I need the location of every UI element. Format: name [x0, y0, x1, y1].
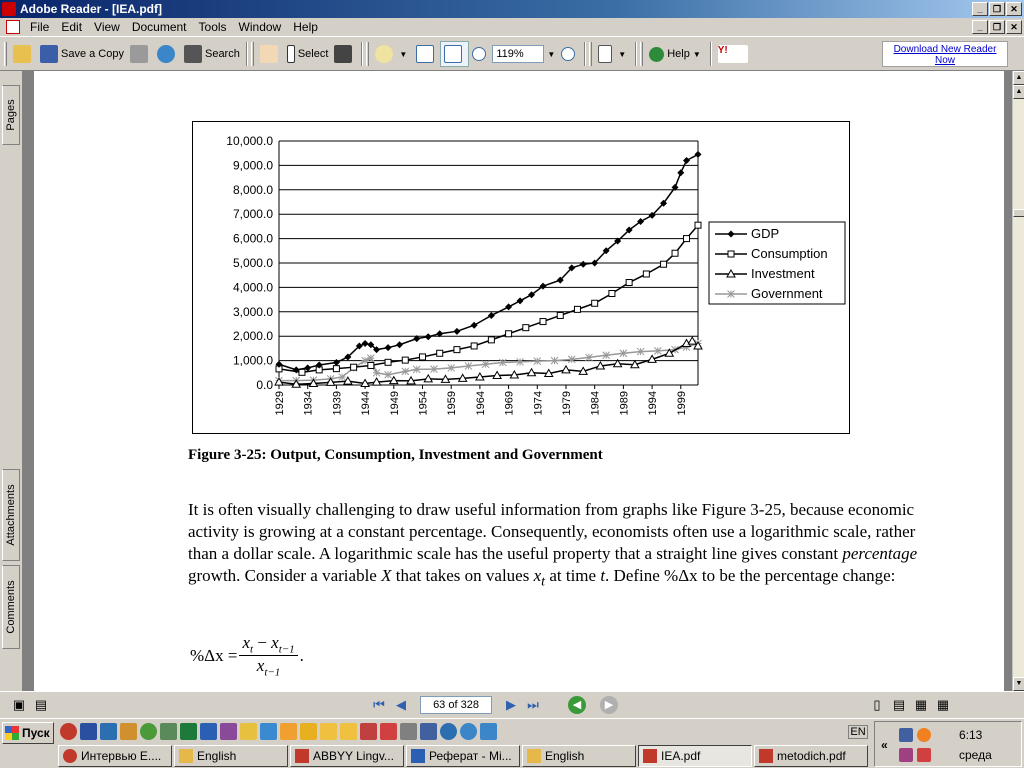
- folder-icon[interactable]: [280, 723, 297, 740]
- search-label: Search: [204, 48, 240, 60]
- task-iea-pdf[interactable]: IEA.pdf: [638, 745, 752, 767]
- window-app-icon[interactable]: [420, 723, 437, 740]
- percentage-change-formula: [190, 633, 304, 679]
- continuous-layout-icon[interactable]: ▤: [892, 696, 906, 712]
- star-app-icon[interactable]: [300, 723, 317, 740]
- consumption-data-point: [684, 236, 690, 242]
- government-data-point: [499, 359, 506, 366]
- gdp-data-point: [488, 312, 495, 319]
- menu-view[interactable]: View: [94, 20, 120, 34]
- task-metodich-pdf[interactable]: metodich.pdf: [754, 745, 868, 767]
- zoom-dropdown-icon[interactable]: ▼: [547, 49, 556, 59]
- gdp-data-point: [385, 344, 392, 351]
- quick-launch: [60, 723, 497, 740]
- doc-restore-button[interactable]: ❐: [989, 20, 1005, 34]
- zoom-tool-button[interactable]: [372, 41, 413, 67]
- magnifier-plus-icon: [375, 45, 393, 63]
- restore-button[interactable]: ❐: [989, 2, 1005, 16]
- media-player-icon[interactable]: [440, 723, 457, 740]
- zoom-out-button[interactable]: [469, 41, 492, 67]
- globe-mail-icon: [157, 45, 175, 63]
- next-page-button[interactable]: ▶: [506, 696, 516, 712]
- formula-period: .: [299, 645, 304, 665]
- task-english-folder[interactable]: English: [174, 745, 288, 767]
- government-data-point: [339, 373, 346, 380]
- chevron-down-icon: ▼: [399, 49, 408, 59]
- chevron-down-icon: ▼: [692, 49, 701, 59]
- consumption-data-point: [609, 291, 615, 297]
- select-tool-button[interactable]: [284, 41, 332, 67]
- government-data-point: [620, 350, 627, 357]
- x-tick-label: 1939: [331, 391, 344, 416]
- yahoo-logo-icon: Y!: [718, 45, 748, 63]
- government-data-point: [551, 357, 558, 364]
- close-button[interactable]: ✕: [1006, 2, 1022, 16]
- windows-taskbar: [0, 718, 1024, 768]
- y-tick-label: 9,000.0: [232, 158, 273, 173]
- menu-help[interactable]: Help: [293, 20, 318, 34]
- consumption-data-point: [385, 359, 391, 365]
- toolbar: [0, 38, 1024, 71]
- doc-close-button[interactable]: ✕: [1006, 20, 1022, 34]
- investment-data-point: [275, 378, 283, 385]
- lingvo-icon: [295, 749, 309, 763]
- fit-width-button[interactable]: [440, 41, 469, 67]
- consumption-data-point: [506, 331, 512, 337]
- consumption-data-point: [695, 222, 701, 228]
- pages-tab-label: Pages: [5, 99, 17, 131]
- government-data-point: [654, 347, 661, 354]
- consumption-data-point: [574, 306, 580, 312]
- x-tick-label: 1984: [589, 391, 602, 416]
- consumption-data-point: [419, 354, 425, 360]
- consumption-data-point: [333, 366, 339, 372]
- government-data-point: [482, 361, 489, 368]
- calendar-16-icon[interactable]: [320, 723, 337, 740]
- government-data-point: [568, 356, 575, 363]
- pdf-icon: [643, 749, 657, 763]
- y-tick-label: 3,000.0: [232, 304, 273, 319]
- consumption-data-point: [557, 312, 563, 318]
- start-button[interactable]: [2, 722, 54, 744]
- gdp-data-point: [580, 261, 587, 268]
- figure-chart: [192, 121, 850, 434]
- dictionary-icon[interactable]: [380, 723, 397, 740]
- print-button[interactable]: [127, 41, 154, 67]
- books-icon[interactable]: [220, 723, 237, 740]
- opera-icon: [63, 749, 77, 763]
- zoom-input[interactable]: 119%: [492, 45, 544, 63]
- attachments-tab-label: Attachments: [5, 484, 17, 546]
- tool-icon[interactable]: [120, 723, 137, 740]
- zoom-in-button[interactable]: [558, 41, 581, 67]
- tools-tray-icon[interactable]: [899, 748, 913, 762]
- gdp-data-point: [695, 151, 702, 158]
- search-button[interactable]: [181, 41, 243, 67]
- consumption-data-point: [626, 280, 632, 286]
- menu-tools[interactable]: Tools: [198, 20, 227, 34]
- task-interview[interactable]: Интервью Е....: [58, 745, 172, 767]
- help-label: Help: [667, 48, 690, 60]
- title-bar: [0, 0, 1024, 18]
- document-info-icon: ▤: [34, 696, 48, 712]
- y-tick-label: 4,000.0: [232, 280, 273, 295]
- save-copy-label: Save a Copy: [61, 48, 124, 60]
- gdp-data-point: [471, 322, 478, 329]
- plus-circle-icon: [561, 47, 575, 61]
- task-abbyy-lingvo[interactable]: ABBYY Lingv...: [290, 745, 404, 767]
- y-tick-label: 5,000.0: [232, 256, 273, 270]
- cube-icon[interactable]: [260, 723, 277, 740]
- government-data-point: [517, 358, 524, 365]
- floppy-disk-icon: [40, 45, 58, 63]
- x-tick-label: 1964: [474, 391, 487, 416]
- minus-circle-icon: [472, 47, 486, 61]
- green-app-icon[interactable]: [140, 723, 157, 740]
- consumption-data-point: [540, 319, 546, 325]
- task-referat-word[interactable]: Реферат - Mi...: [406, 745, 520, 767]
- folder-icon: [527, 749, 541, 763]
- x-tick-label: 1979: [560, 391, 573, 416]
- x-tick-label: 1944: [360, 391, 373, 416]
- x-tick-label: 1954: [417, 391, 430, 416]
- consumption-data-point: [592, 300, 598, 306]
- consumption-data-point: [351, 364, 357, 370]
- save-icon[interactable]: [80, 723, 97, 740]
- government-data-point: [373, 369, 380, 376]
- windows-flag-icon: [5, 726, 19, 740]
- globe-icon[interactable]: [460, 723, 477, 740]
- government-data-point: [385, 371, 392, 378]
- y-tick-label: 0.0: [256, 378, 273, 392]
- single-page-layout-icon[interactable]: ▯: [873, 696, 881, 712]
- book-icon[interactable]: [100, 723, 117, 740]
- menu-document[interactable]: Document: [131, 20, 187, 34]
- excel-icon[interactable]: [180, 723, 197, 740]
- legend-label-investment: Investment: [751, 266, 815, 281]
- legend-label-gdp: GDP: [751, 226, 780, 241]
- pages-tab[interactable]: [2, 85, 20, 145]
- doc-minimize-button[interactable]: _: [972, 20, 988, 34]
- word-icon: [411, 749, 425, 763]
- x-tick-label: 1934: [302, 391, 315, 416]
- last-page-button[interactable]: ⏭: [527, 696, 539, 712]
- document-viewport[interactable]: [22, 71, 1012, 691]
- clock-time[interactable]: 6:13: [959, 728, 983, 742]
- figure-caption: Figure 3-25: Output, Consumption, Investment and Government: [188, 447, 603, 463]
- sound-tray-icon[interactable]: [917, 748, 931, 762]
- go-back-icon[interactable]: ◀: [568, 696, 586, 714]
- chart-app-icon[interactable]: [160, 723, 177, 740]
- gdp-data-point: [453, 328, 460, 335]
- gdp-data-point: [425, 333, 432, 340]
- search-icon[interactable]: [480, 723, 497, 740]
- menu-file[interactable]: File: [30, 20, 50, 34]
- government-data-point: [585, 354, 592, 361]
- menu-window[interactable]: Window: [238, 20, 282, 34]
- continuous-facing-layout-icon[interactable]: ▦: [936, 696, 950, 712]
- page-layout-icon: [598, 45, 612, 63]
- government-data-point: [367, 355, 374, 362]
- gdp-data-point: [505, 303, 512, 310]
- government-data-point: [534, 358, 541, 365]
- menu-edit[interactable]: Edit: [61, 20, 83, 34]
- scroll-thumb[interactable]: [1013, 209, 1024, 217]
- snapshot-button[interactable]: [331, 41, 358, 67]
- status-bar: [0, 691, 1024, 717]
- x-tick-label: 1994: [647, 391, 660, 416]
- consumption-data-point: [299, 369, 305, 375]
- toolbar-grip[interactable]: [4, 42, 7, 66]
- consumption-data-point: [471, 343, 477, 349]
- consumption-data-point: [523, 325, 529, 331]
- language-indicator[interactable]: EN: [848, 725, 868, 739]
- save-copy-button[interactable]: [37, 41, 127, 67]
- formula-fraction: [239, 633, 297, 679]
- navigation-pane: [0, 71, 22, 691]
- menu-bar: [0, 18, 1024, 37]
- calendar-15-icon[interactable]: [340, 723, 357, 740]
- fit-height-icon: [416, 45, 434, 63]
- government-data-point: [603, 352, 610, 359]
- chart-svg: [193, 122, 849, 433]
- consumption-data-point: [672, 250, 678, 256]
- download-new-reader-link[interactable]: Download New Reader Now: [882, 41, 1008, 67]
- government-data-point: [448, 364, 455, 371]
- formula-denominator: $x_{t-1}$: [256, 656, 281, 679]
- taskbar-tasks: [58, 745, 868, 767]
- pdf-icon: [759, 749, 773, 763]
- hand-tool-button[interactable]: [257, 41, 284, 67]
- y-tick-label: 6,000.0: [232, 231, 273, 246]
- folder-open-icon: [13, 45, 31, 63]
- attachments-tab[interactable]: [2, 469, 20, 561]
- consumption-data-point: [368, 362, 374, 368]
- y-tick-label: 10,000.0: [226, 134, 273, 148]
- calculator-icon[interactable]: [400, 723, 417, 740]
- system-tray: [874, 721, 1022, 767]
- gdp-data-point: [396, 341, 403, 348]
- window-title: Adobe Reader - [IEA.pdf]: [20, 2, 163, 16]
- select-label: Select: [297, 48, 329, 60]
- gdp-data-point: [683, 157, 690, 164]
- folder-icon: [179, 749, 193, 763]
- formula-lhs: %Δx =: [190, 645, 238, 665]
- opera-icon[interactable]: [60, 723, 77, 740]
- vertical-scrollbar[interactable]: [1012, 71, 1024, 691]
- government-data-point: [402, 368, 409, 375]
- page-layout-button[interactable]: [595, 41, 632, 67]
- consumption-data-point: [454, 347, 460, 353]
- actual-size-button[interactable]: [413, 41, 440, 67]
- page-size-icon: ▣: [12, 696, 26, 712]
- gdp-data-point: [677, 169, 684, 176]
- email-button[interactable]: [154, 41, 181, 67]
- x-tick-label: 1949: [388, 391, 401, 416]
- facing-layout-icon[interactable]: ▦: [914, 696, 928, 712]
- legend-label-government: Government: [751, 286, 823, 301]
- minimize-button[interactable]: _: [972, 2, 988, 16]
- show-hidden-icons-chevron-icon[interactable]: «: [881, 738, 888, 752]
- yahoo-button[interactable]: [715, 41, 754, 67]
- government-data-point: [430, 366, 437, 373]
- go-forward-icon[interactable]: ▶: [600, 696, 618, 714]
- help-circle-icon: [649, 47, 664, 62]
- y-tick-label: 7,000.0: [232, 207, 273, 222]
- open-button[interactable]: [10, 41, 37, 67]
- x-tick-label: 1999: [675, 391, 688, 416]
- consumption-data-point: [437, 350, 443, 356]
- x-tick-label: 1969: [503, 391, 516, 416]
- consumption-data-point: [643, 271, 649, 277]
- network-tray-icon[interactable]: [899, 728, 913, 742]
- pencil-icon[interactable]: [240, 723, 257, 740]
- x-tick-label: 1929: [274, 391, 286, 416]
- consumption-data-point: [488, 337, 494, 343]
- x-tick-label: 1989: [618, 391, 631, 416]
- scroll-up-arrow-icon[interactable]: ▲: [1013, 71, 1024, 85]
- word-icon[interactable]: [200, 723, 217, 740]
- pdf-page: [34, 71, 1004, 691]
- formula-numerator: $x_t - x_{t-1}$: [239, 633, 297, 656]
- clock-day: среда: [959, 748, 992, 762]
- government-data-point: [465, 362, 472, 369]
- fit-width-icon: [444, 45, 462, 63]
- comments-tab-label: Comments: [5, 580, 17, 634]
- binoculars-icon: [184, 45, 202, 63]
- hand-icon: [260, 45, 278, 63]
- camera-icon: [334, 45, 352, 63]
- legend-marker-consumption: [728, 251, 734, 257]
- printer-icon: [130, 45, 148, 63]
- legend-label-consumption: Consumption: [751, 246, 828, 261]
- y-tick-label: 8,000.0: [232, 182, 273, 197]
- consumption-data-point: [661, 261, 667, 267]
- consumption-data-point: [402, 357, 408, 363]
- help-button[interactable]: [646, 41, 707, 67]
- text-cursor-icon: [287, 45, 295, 63]
- consumption-series-line: [279, 225, 698, 372]
- x-tick-label: 1959: [446, 391, 459, 416]
- page-number-input[interactable]: 63 of 328: [420, 696, 492, 714]
- network-icon[interactable]: [360, 723, 377, 740]
- body-paragraph: It is often visually challenging to draw useful information from graphs like Figure 3-25, because economic activity is growing at a constant percentage. Consequently, economists often use a logarithmic scale, rather than a dollar scale. A logarithmic scale has the useful property that a straight line gives constant percentage growth. Consider a variable X that takes on values $x_t$ at time t. Define %Δx to be the percentage change:: [188, 500, 918, 590]
- x-tick-label: 1974: [532, 391, 545, 416]
- legend-marker-government: [728, 291, 735, 298]
- y-tick-label: 1,000.0: [232, 353, 273, 368]
- comments-tab[interactable]: [2, 565, 20, 649]
- chevron-down-icon: ▼: [618, 49, 627, 59]
- start-label: Пуск: [22, 726, 50, 740]
- government-data-point: [413, 366, 420, 373]
- y-tick-label: 2,000.0: [232, 329, 273, 344]
- gdp-data-point: [517, 297, 524, 304]
- first-page-button[interactable]: ⏮: [373, 696, 385, 712]
- adobe-reader-icon: [2, 2, 16, 16]
- scroll-up-small-icon[interactable]: ▲: [1013, 85, 1024, 99]
- scroll-down-arrow-icon[interactable]: ▼: [1013, 677, 1024, 691]
- government-data-point: [637, 348, 644, 355]
- task-english-folder-2[interactable]: English: [522, 745, 636, 767]
- orange-tray-icon[interactable]: [917, 728, 931, 742]
- document-icon[interactable]: [6, 20, 20, 34]
- previous-page-button[interactable]: ◀: [396, 696, 406, 712]
